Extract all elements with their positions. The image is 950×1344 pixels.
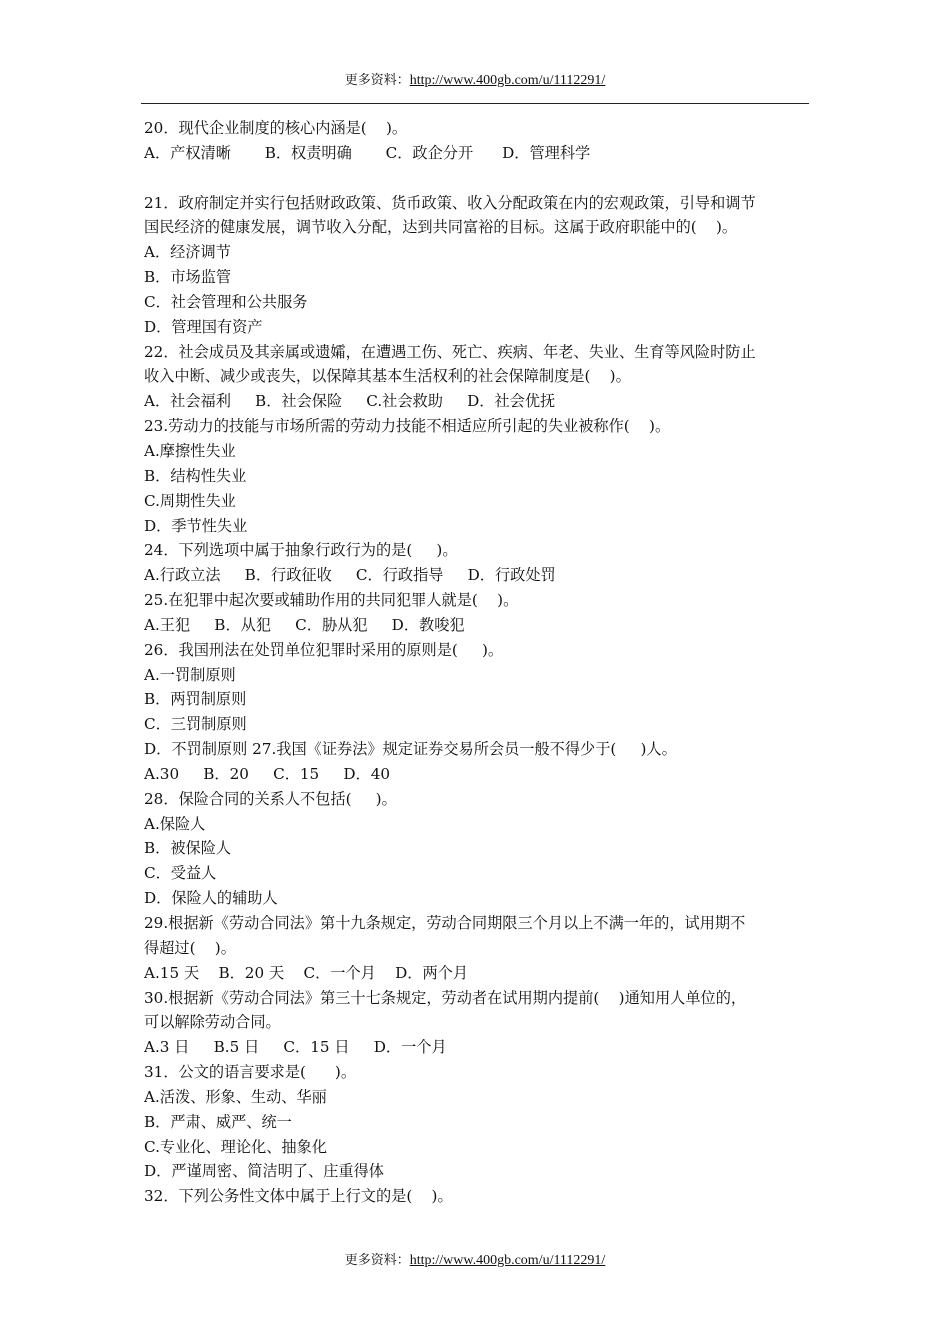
text-line: A．社会福利 B．社会保险 C.社会救助 D．社会优抚 [144, 392, 556, 411]
text-line: 23.劳动力的技能与市场所需的劳动力技能不相适应所引起的失业被称作( )。 [144, 417, 671, 436]
text-line: A.保险人 [144, 814, 206, 833]
text-line: D．季节性失业 [144, 516, 248, 535]
text-line: 26．我国刑法在处罚单位犯罪时采用的原则是( )。 [144, 640, 504, 659]
text-line: 24．下列选项中属于抽象行政行为的是( )。 [144, 541, 458, 560]
text-line: A.王犯 B．从犯 C．胁从犯 D．教唆犯 [144, 615, 465, 634]
text-line: 32．下列公务性文体中属于上行文的是( )。 [144, 1187, 453, 1206]
blank-line [144, 166, 812, 191]
text-line: 可以解除劳动合同。 [144, 1013, 281, 1032]
text-line: 28．保险合同的关系人不包括( )。 [144, 789, 397, 808]
header-link[interactable]: http://www.400gb.com/u/1112291/ [409, 73, 606, 88]
header-label: 更多资料： [344, 73, 410, 88]
text-line: 31．公文的语言要求是( )。 [144, 1063, 357, 1082]
text-line: B．市场监管 [144, 268, 232, 287]
text-line: D．严谨周密、简洁明了、庄重得体 [144, 1162, 384, 1181]
text-line: 20．现代企业制度的核心内涵是( )。 [144, 119, 408, 137]
text-line: 收入中断、减少或丧失，以保障其基本生活权利的社会保障制度是( )。 [144, 367, 631, 386]
text-line: C．社会管理和公共服务 [144, 292, 308, 311]
text-line: A．产权清晰 B．权责明确 C．政企分开 D．管理科学 [144, 143, 591, 162]
text-line: C．受益人 [144, 864, 217, 883]
page-footer [0, 1249, 950, 1269]
footer-label: 更多资料： [344, 1253, 410, 1268]
text-line: 得超过( )。 [144, 938, 236, 957]
text-line: 21．政府制定并实行包括财政政策、货币政策、收入分配政策在内的宏观政策，引导和调节 [144, 193, 756, 212]
text-line: D．保险人的辅助人 [144, 889, 278, 908]
text-line: A.一罚制原则 [144, 665, 236, 684]
text-line: C．三罚制原则 [144, 715, 247, 734]
page-header [0, 69, 950, 89]
text-line: A.3 日 B.5 日 C．15 日 D．一个月 [144, 1038, 447, 1057]
text-line: A.15 天 B．20 天 C．一个月 D．两个月 [144, 963, 469, 982]
text-line: D．管理国有资产 [144, 317, 263, 336]
header-rule [141, 103, 809, 104]
text-line: A.活泼、形象、生动、华丽 [144, 1087, 327, 1106]
text-line: 国民经济的健康发展，调节收入分配，达到共同富裕的目标。这属于政府职能中的( )。 [144, 218, 738, 237]
document-body [144, 116, 812, 1209]
text-line: 22．社会成员及其亲属或遗孀，在遭遇工伤、死亡、疾病、年老、失业、生育等风险时防止 [144, 342, 756, 361]
text-line: A.摩擦性失业 [144, 441, 236, 460]
text-line: B．结构性失业 [144, 466, 247, 485]
text-line: B．严肃、威严、统一 [144, 1112, 292, 1131]
footer-link[interactable]: http://www.400gb.com/u/1112291/ [409, 1253, 606, 1268]
text-line: 29.根据新《劳动合同法》第十九条规定，劳动合同期限三个月以上不满一年的，试用期不 [144, 914, 746, 932]
text-line: B．两罚制原则 [144, 690, 247, 709]
text-line: C.专业化、理论化、抽象化 [144, 1137, 327, 1156]
text-line: 30.根据新《劳动合同法》第三十七条规定，劳动者在试用期内提前( )通知用人单位的， [144, 988, 747, 1007]
text-line: 25.在犯罪中起次要或辅助作用的共同犯罪人就是( )。 [144, 591, 519, 610]
text-line: A.30 B．20 C．15 D．40 [144, 764, 391, 783]
text-line: D．不罚制原则 27.我国《证券法》规定证券交易所会员一般不得少于( )人。 [144, 740, 677, 759]
text-line: A.行政立法 B．行政征收 C．行政指导 D．行政处罚 [144, 566, 556, 585]
text-line: A．经济调节 [144, 243, 231, 262]
text-line: B．被保险人 [144, 839, 232, 858]
text-line: C.周期性失业 [144, 491, 236, 510]
